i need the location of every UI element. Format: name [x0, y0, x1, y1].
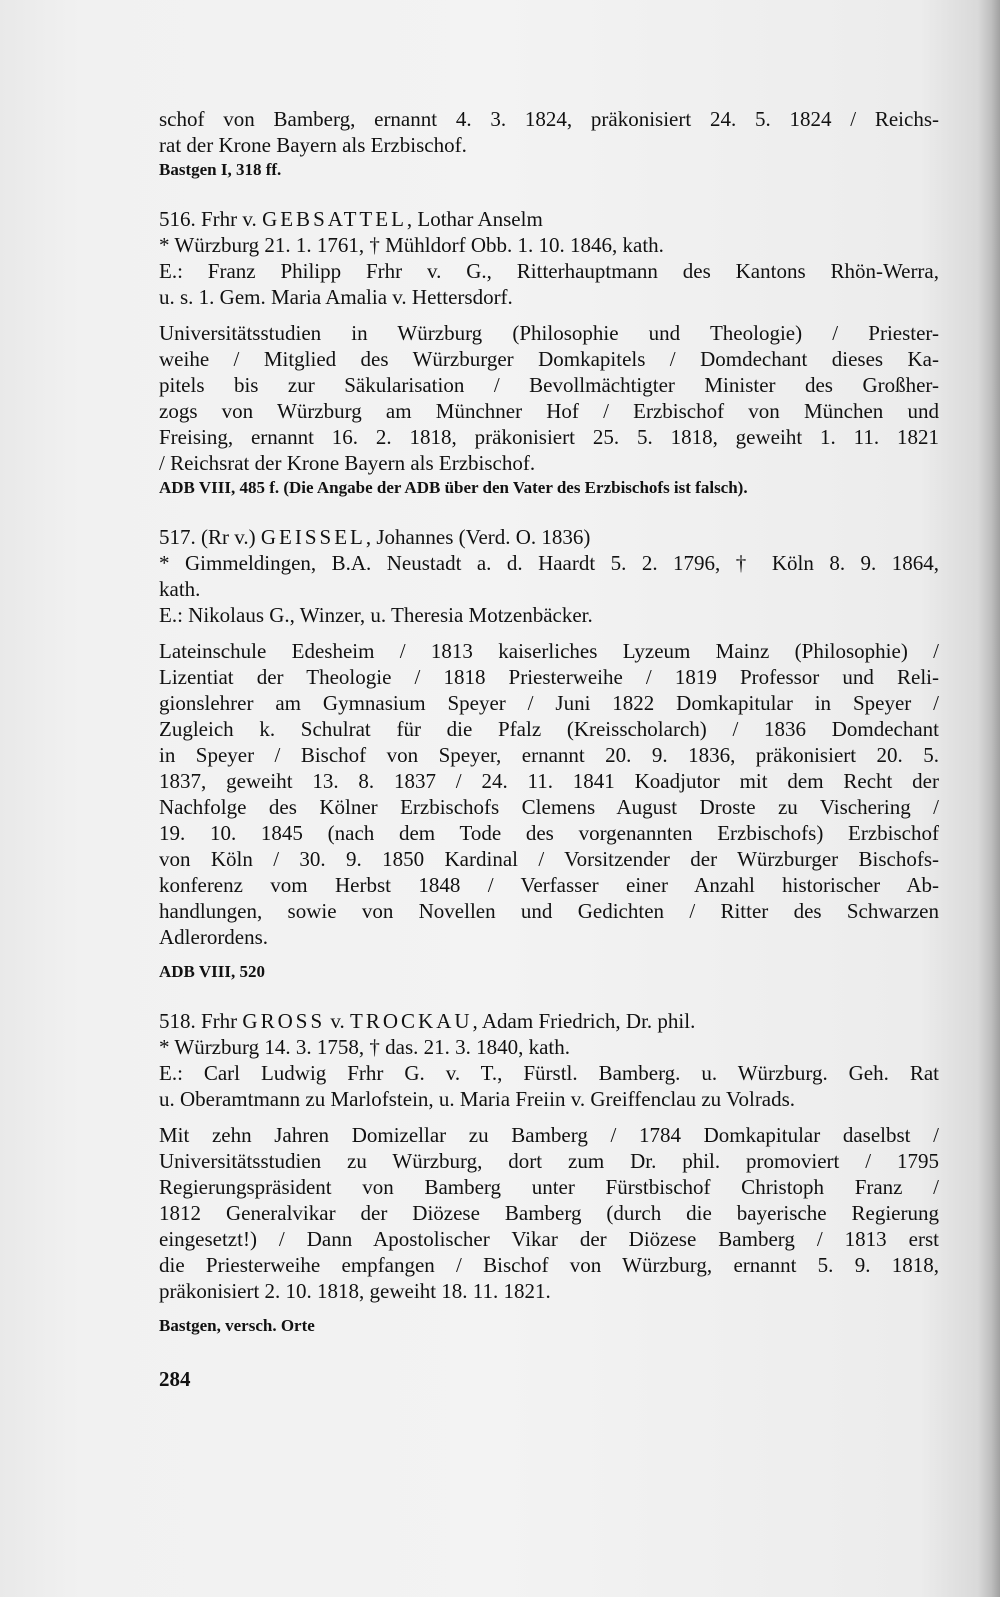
entry-surname: GEBSATTEL [262, 207, 407, 231]
entry-surname-particle: v. [330, 1009, 345, 1033]
career-line: konferenz vom Herbst 1848 / Verfasser einer Anzahl historischer Ab- [159, 873, 939, 897]
career-line: eingesetzt!) / Dann Apostolischer Vikar der Diözese Bamberg / 1813 erst [159, 1227, 939, 1251]
career-line: Universitätsstudien zu Würzburg, dort zum Dr. phil. promoviert / 1795 [159, 1149, 939, 1173]
career-line: handlungen, sowie von Novellen und Gedichten / Ritter des Schwarzen [159, 899, 939, 923]
entry-heading [159, 206, 939, 232]
career-line: Freising, ernannt 16. 2. 1818, präkonisiert 25. 5. 1818, geweiht 1. 11. 1821 [159, 425, 939, 449]
career-line: Zugleich k. Schulrat für die Pfalz (Kreisscholarch) / 1836 Domdechant [159, 717, 939, 741]
reference-line: Bastgen, versch. Orte [159, 1316, 315, 1335]
career-line: von Köln / 30. 9. 1850 Kardinal / Vorsitzender der Würzburger Bischofs- [159, 847, 939, 871]
career-line: in Speyer / Bischof von Speyer, ernannt 20. 9. 1836, präkonisiert 20. 5. [159, 743, 939, 767]
career-line: Adlerordens. [159, 925, 269, 949]
career-line: 19. 10. 1845 (nach dem Tode des vorgenannten Erzbischofs) Erzbischof [159, 821, 939, 845]
career-line: 1837, geweiht 13. 8. 1837 / 24. 11. 1841 Koadjutor mit dem Recht der [159, 769, 939, 793]
birth-death-line: kath. [159, 577, 201, 601]
career-line: pitels bis zur Säkularisation / Bevollmächtigter Minister des Großher- [159, 373, 939, 397]
entry-517 [159, 524, 939, 984]
career-line: gionslehrer am Gymnasium Speyer / Juni 1822 Domkapitular in Speyer / [159, 691, 939, 715]
birth-death-line: * Würzburg 14. 3. 1758, † das. 21. 3. 1840, kath. [159, 1035, 571, 1059]
reference-line: Bastgen I, 318 ff. [159, 160, 282, 179]
career-line: 1812 Generalvikar der Diözese Bamberg (durch die bayerische Regierung [159, 1201, 939, 1225]
career-line: Lateinschule Edesheim / 1813 kaiserliches Lyzeum Mainz (Philosophie) / [159, 639, 939, 663]
entry-heading [159, 524, 939, 550]
entry-given-names: , Lothar Anselm [406, 207, 543, 231]
entry-516 [159, 206, 939, 500]
entry-given-names: , Johannes (Verd. O. 1836) [365, 525, 591, 549]
career-line: weihe / Mitglied des Würzburger Domkapitels / Domdechant dieses Ka- [159, 347, 939, 371]
career-line: Regierungspräsident von Bamberg unter Fürstbischof Christoph Franz / [159, 1175, 939, 1199]
entry-surname: GEISSEL [260, 525, 366, 549]
entry-number: 516. [159, 207, 196, 231]
page-number: 284 [159, 1367, 191, 1391]
parents-line: E.: Franz Philipp Frhr v. G., Ritterhauptmann des Kantons Rhön-Werra, [159, 259, 939, 283]
entry-surname-second: TROCKAU [350, 1009, 473, 1033]
reference-line: ADB VIII, 520 [159, 962, 265, 981]
birth-death-line: * Würzburg 21. 1. 1761, † Mühldorf Obb. 1. 10. 1846, kath. [159, 233, 664, 257]
career-line: Lizentiat der Theologie / 1818 Priesterweihe / 1819 Professor und Reli- [159, 665, 939, 689]
entry-number: 517. [159, 525, 196, 549]
entry-number: 518. [159, 1009, 196, 1033]
reference-line: ADB VIII, 485 f. (Die Angabe der ADB über den Vater des Erzbischofs ist falsch). [159, 478, 748, 497]
birth-death-line: * Gimmeldingen, B.A. Neustadt a. d. Haardt 5. 2. 1796, † Köln 8. 9. 1864, [159, 551, 939, 575]
entry-518 [159, 1008, 939, 1338]
entry-title-prefix: Frhr v. [201, 207, 257, 231]
career-line: präkonisiert 2. 10. 1818, geweiht 18. 11. 1821. [159, 1279, 551, 1303]
page-text-block [159, 106, 939, 1392]
parents-line: u. s. 1. Gem. Maria Amalia v. Hettersdorf. [159, 285, 513, 309]
career-line: Mit zehn Jahren Domizellar zu Bamberg / 1784 Domkapitular daselbst / [159, 1123, 939, 1147]
parents-line: u. Oberamtmann zu Marlofstein, u. Maria Freiin v. Greiffenclau zu Volrads. [159, 1087, 796, 1111]
continuation-line: rat der Krone Bayern als Erzbischof. [159, 133, 467, 157]
entry-given-names: , Adam Friedrich, Dr. phil. [472, 1009, 696, 1033]
parents-line: E.: Carl Ludwig Frhr G. v. T., Fürstl. Bamberg. u. Würzburg. Geh. Rat [159, 1061, 939, 1085]
career-line: / Reichsrat der Krone Bayern als Erzbischof. [159, 451, 536, 475]
entry-surname: GROSS [242, 1009, 326, 1033]
entry-title-prefix: (Rr v.) [201, 525, 256, 549]
career-line: Nachfolge des Kölner Erzbischofs Clemens August Droste zu Vischering / [159, 795, 939, 819]
entry-title-prefix: Frhr [201, 1009, 238, 1033]
career-line: Universitätsstudien in Würzburg (Philosophie und Theologie) / Priester- [159, 321, 939, 345]
entry-heading [159, 1008, 939, 1034]
career-line: die Priesterweihe empfangen / Bischof von Würzburg, ernannt 5. 9. 1818, [159, 1253, 939, 1277]
parents-line: E.: Nikolaus G., Winzer, u. Theresia Motzenbäcker. [159, 603, 593, 627]
career-line: zogs von Würzburg am Münchner Hof / Erzbischof von München und [159, 399, 939, 423]
continuation-line: schof von Bamberg, ernannt 4. 3. 1824, präkonisiert 24. 5. 1824 / Reichs- [159, 107, 939, 131]
